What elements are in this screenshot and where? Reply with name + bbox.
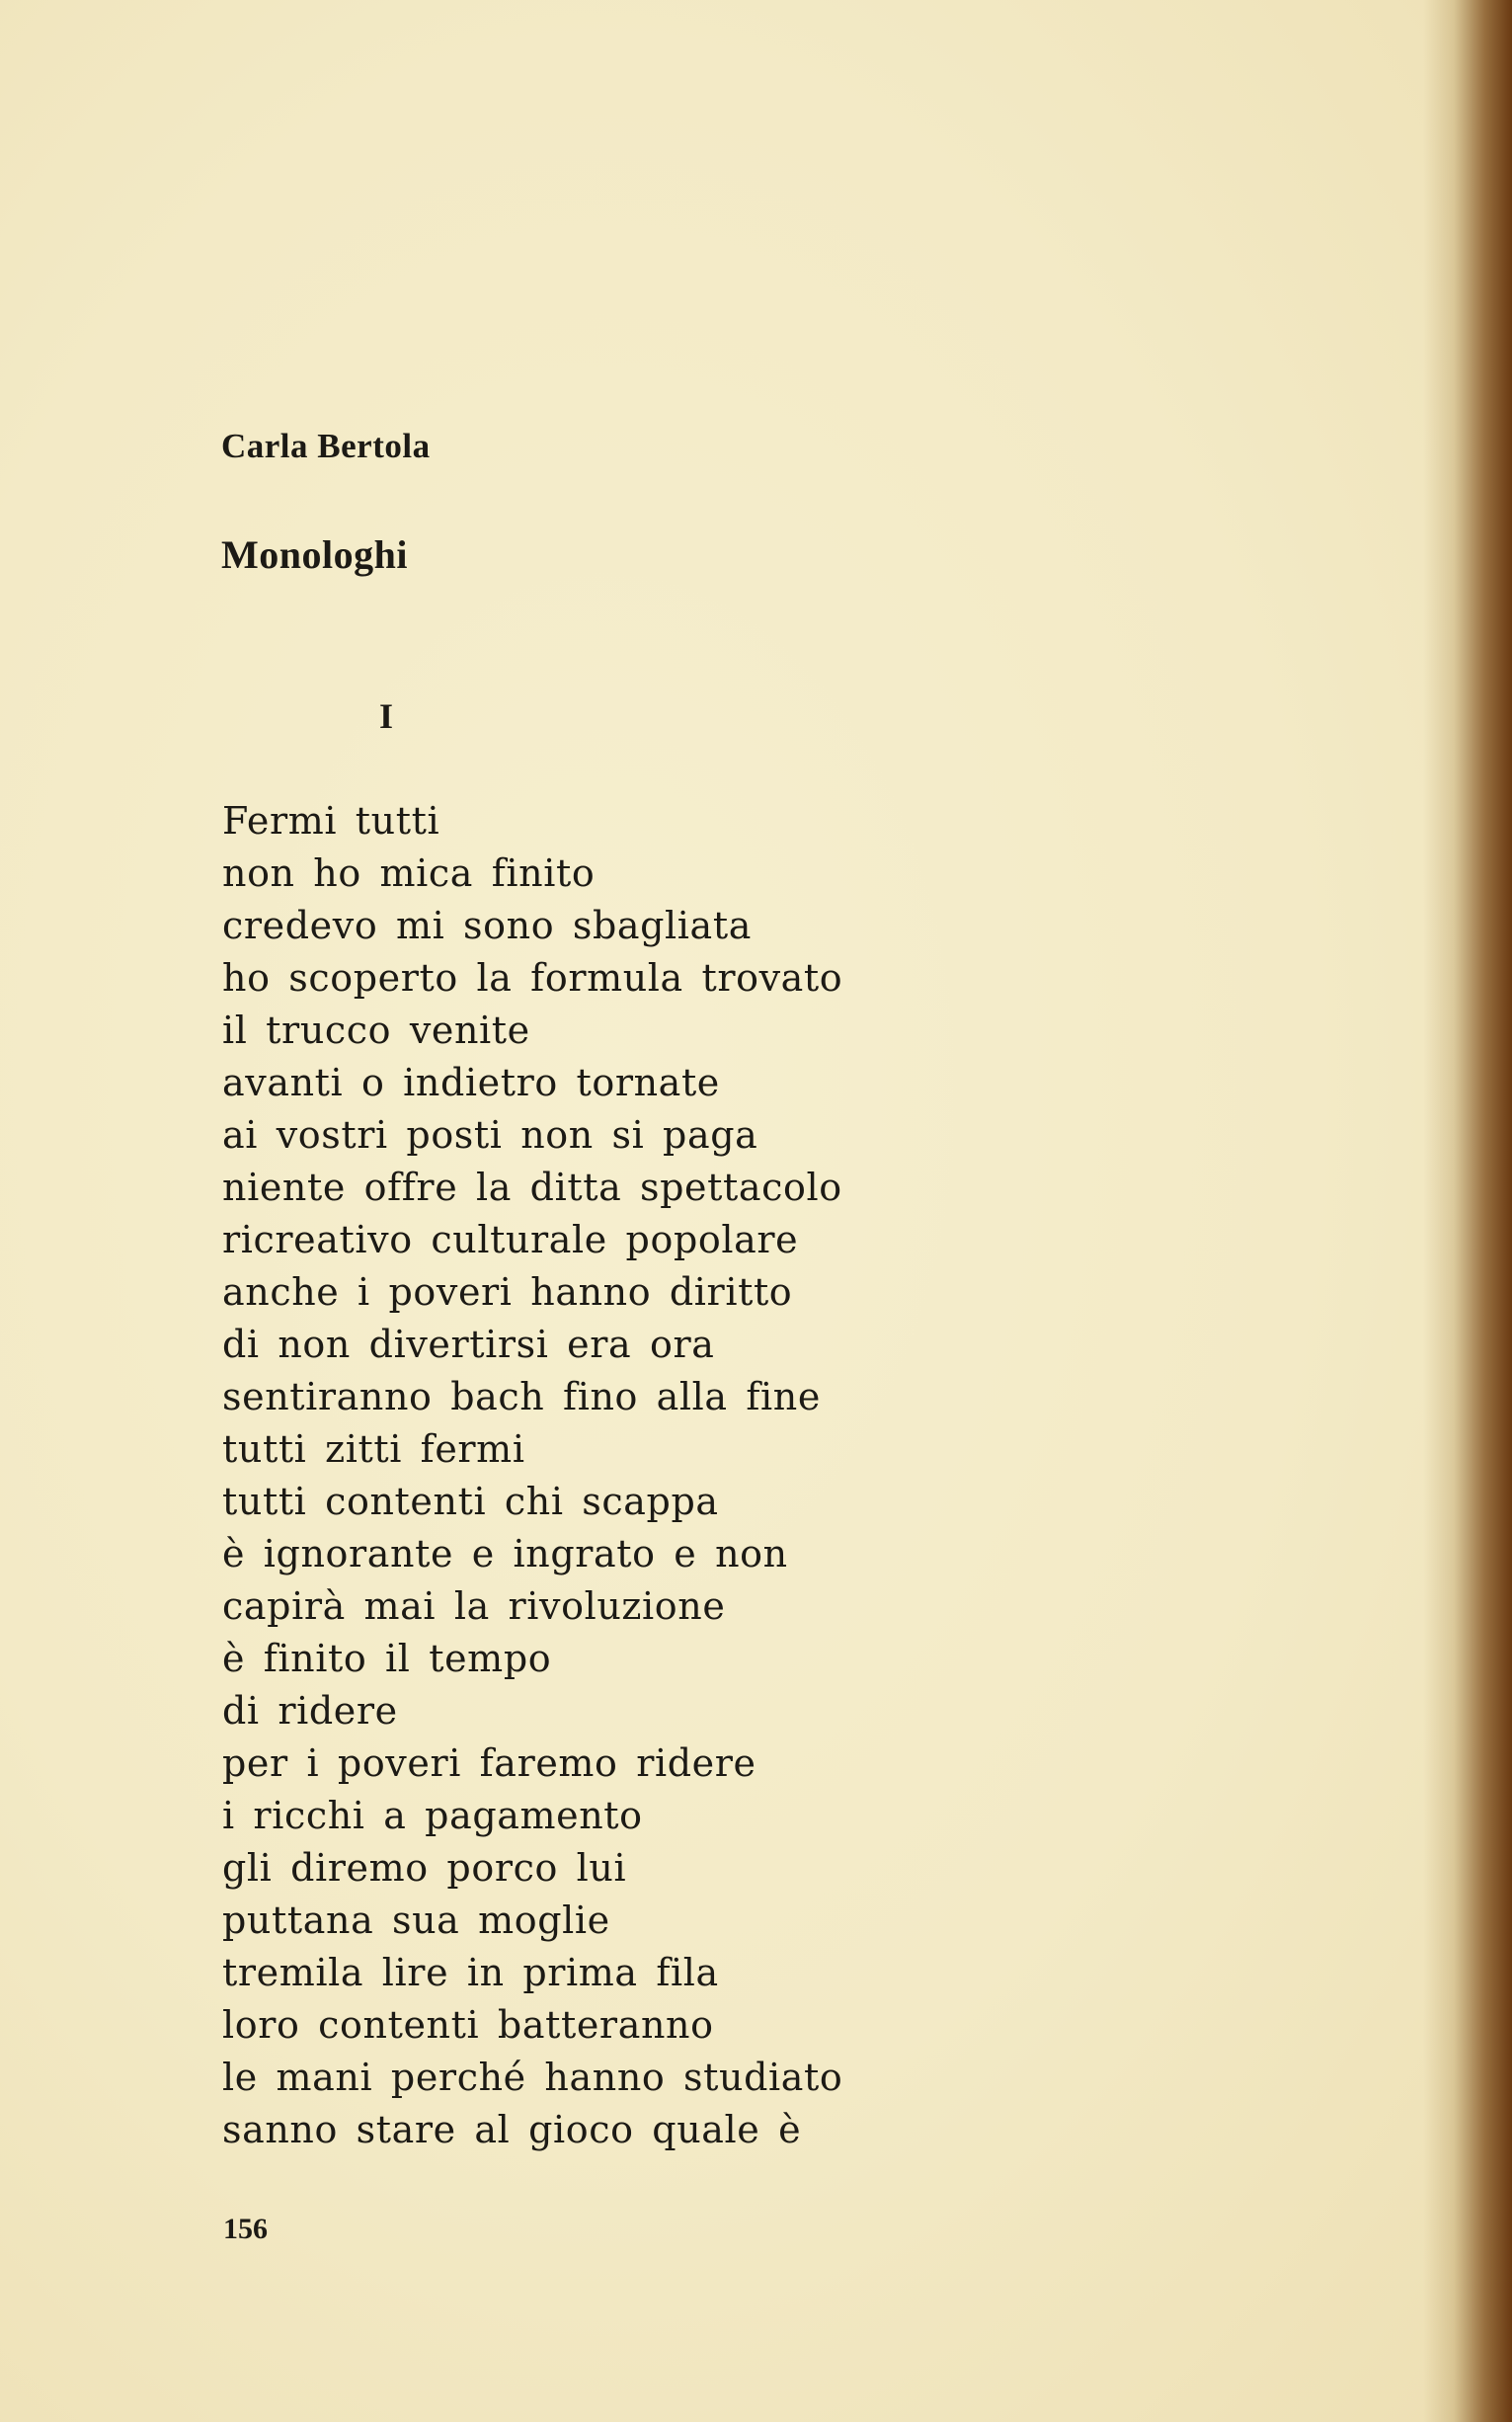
poem-line: capirà mai la rivoluzione (222, 1584, 726, 1628)
poem-line: per i poveri faremo ridere (222, 1741, 756, 1785)
page-number: 156 (223, 2213, 268, 2245)
poem-body (222, 795, 842, 2156)
page-edge-shadow (1423, 0, 1512, 2422)
poem-line: ai vostri posti non si paga (222, 1113, 758, 1157)
poem-line: tutti contenti chi scappa (222, 1480, 719, 1523)
poem-line: puttana sua moglie (222, 1898, 610, 1942)
author-name: Carla Bertola (221, 427, 431, 465)
poem-line: il trucco venite (222, 1009, 530, 1052)
poem-line: di non divertirsi era ora (222, 1323, 715, 1366)
poem-line: tutti zitti fermi (222, 1427, 525, 1471)
poem-line: ho scoperto la formula trovato (222, 956, 843, 1000)
poem-line: anche i poveri hanno diritto (222, 1270, 793, 1314)
poem-line: credevo mi sono sbagliata (222, 904, 752, 947)
poem-line: ricreativo culturale popolare (222, 1218, 799, 1261)
poem-line: loro contenti batteranno (222, 2003, 714, 2047)
poem-title: Monologhi (221, 532, 408, 577)
poem-line: niente offre la ditta spettacolo (222, 1166, 842, 1209)
poem-line: le mani perché hanno studiato (222, 2056, 843, 2099)
poem-line: sentiranno bach fino alla fine (222, 1375, 821, 1418)
poem-line: avanti o indietro tornate (222, 1061, 720, 1104)
poem-line: è ignorante e ingrato e non (222, 1532, 788, 1575)
poem-line: gli diremo porco lui (222, 1846, 627, 1890)
section-numeral: I (379, 696, 394, 736)
poem-line: non ho mica finito (222, 851, 596, 895)
poem-line: i ricchi a pagamento (222, 1794, 643, 1837)
poem-line: sanno stare al gioco quale è (222, 2108, 802, 2151)
poem-line: di ridere (222, 1689, 398, 1733)
poem-line: Fermi tutti (222, 799, 440, 843)
poem-line: è finito il tempo (222, 1637, 552, 1680)
poem-line: tremila lire in prima fila (222, 1951, 719, 1994)
